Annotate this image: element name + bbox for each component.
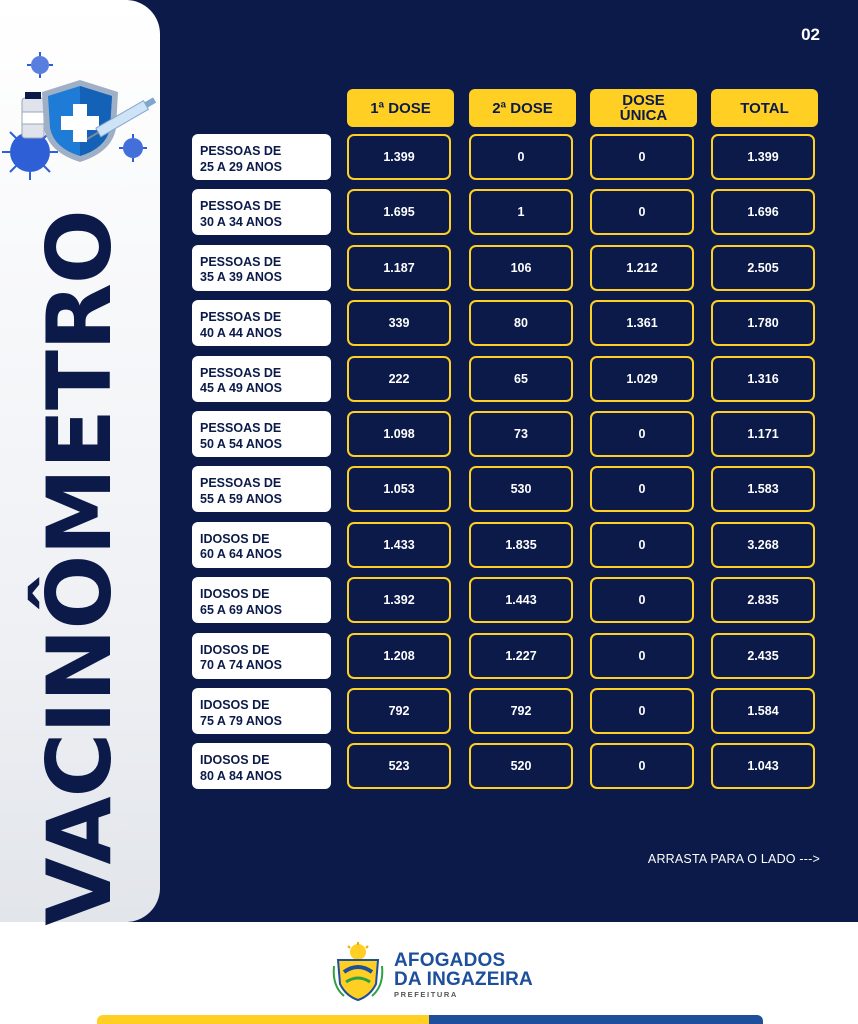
cell-dose-2: 0 [469,134,573,180]
age-group-line-2: 55 A 59 ANOS [200,492,282,507]
cell-dose-2: 1 [469,189,573,235]
cell-dose-unica: 1.212 [590,245,694,291]
cell-total: 3.268 [711,522,815,568]
brand-line-2: DA INGAZEIRA [394,969,533,990]
age-group-line-1: PESSOAS DE [200,365,282,380]
cell-dose-1: 339 [347,300,451,346]
age-group-label [192,743,331,789]
age-group-line-2: 45 A 49 ANOS [200,381,282,396]
city-crest-icon [330,942,386,1002]
age-group-line-2: 25 A 29 ANOS [200,159,282,174]
brand-line-3: PREFEITURA [394,990,458,999]
cell-total: 1.171 [711,411,815,457]
cell-dose-2: 1.835 [469,522,573,568]
age-group-line-2: 65 A 69 ANOS [200,602,282,617]
age-group-line-1: IDOSOS DE [200,753,270,768]
cell-dose-2: 73 [469,411,573,457]
age-group-line-1: PESSOAS DE [200,310,282,325]
swipe-hint: ARRASTA PARA O LADO ---> [647,852,820,866]
age-group-line-1: PESSOAS DE [200,199,282,214]
age-group-line-2: 35 A 39 ANOS [200,270,282,285]
cell-dose-unica: 0 [590,743,694,789]
cell-dose-1: 1.053 [347,466,451,512]
age-group-line-2: 75 A 79 ANOS [200,713,282,728]
cell-dose-2: 1.443 [469,577,573,623]
age-group-line-1: IDOSOS DE [200,642,270,657]
cell-dose-unica: 1.361 [590,300,694,346]
cell-dose-1: 222 [347,356,451,402]
vaccine-vial-icon [22,92,44,138]
cell-dose-unica: 0 [590,522,694,568]
cell-dose-1: 1.695 [347,189,451,235]
cell-total: 2.505 [711,245,815,291]
side-title: VACINÔMETRO [28,210,131,926]
age-group-line-2: 40 A 44 ANOS [200,325,282,340]
age-group-line-2: 80 A 84 ANOS [200,769,282,784]
age-group-label [192,633,331,679]
table-row [0,134,858,180]
age-group-line-1: IDOSOS DE [200,698,270,712]
age-group-line-2: 30 A 34 ANOS [200,215,282,230]
age-group-label [192,189,331,235]
cell-dose-unica: 0 [590,577,694,623]
age-group-line-1: IDOSOS DE [200,587,270,602]
cell-dose-unica: 1.029 [590,356,694,402]
cell-dose-1: 1.187 [347,245,451,291]
age-group-label [192,577,331,623]
cell-dose-unica: 0 [590,633,694,679]
cell-dose-2: 106 [469,245,573,291]
cell-dose-2: 520 [469,743,573,789]
cell-dose-1: 1.098 [347,411,451,457]
table-row [0,245,858,291]
cell-dose-1: 523 [347,743,451,789]
cell-total: 1.583 [711,466,815,512]
brand-line-1: AFOGADOS [394,950,506,971]
prefeitura-logo [330,942,540,1004]
page-number: 02 [801,25,820,44]
cell-dose-unica: 0 [590,688,694,734]
age-group-line-2: 70 A 74 ANOS [200,658,282,673]
cell-total: 1.399 [711,134,815,180]
age-group-label [192,245,331,291]
cell-total: 1.584 [711,688,815,734]
table-row [0,189,858,235]
table-row [0,743,858,789]
cell-dose-2: 792 [469,688,573,734]
age-group-line-1: PESSOAS DE [200,254,282,269]
cell-total: 1.043 [711,743,815,789]
table-row [0,577,858,623]
table-row [0,300,858,346]
cell-dose-1: 1.392 [347,577,451,623]
table-row [0,522,858,568]
cell-dose-1: 792 [347,688,451,734]
age-group-label [192,356,331,402]
age-group-label [192,134,331,180]
age-group-line-2: 50 A 54 ANOS [200,436,282,451]
header-dose-unica: DOSE ÚNICA [590,89,697,127]
cell-dose-1: 1.433 [347,522,451,568]
footer-bar-yellow [97,1015,429,1024]
header-dose-2: 2ª DOSE [469,89,576,127]
cell-total: 1.316 [711,356,815,402]
cell-dose-unica: 0 [590,134,694,180]
cell-total: 2.835 [711,577,815,623]
age-group-label [192,300,331,346]
age-group-label [192,522,331,568]
age-group-label [192,466,331,512]
age-group-line-1: PESSOAS DE [200,421,282,435]
cell-dose-unica: 0 [590,411,694,457]
cell-dose-1: 1.208 [347,633,451,679]
age-group-line-1: PESSOAS DE [200,476,282,491]
table-row [0,688,858,734]
age-group-label [192,411,331,457]
age-group-label [192,688,331,734]
table-row [0,411,858,457]
table-row [0,356,858,402]
table-row [0,466,858,512]
cell-total: 1.780 [711,300,815,346]
cell-total: 2.435 [711,633,815,679]
age-group-line-1: PESSOAS DE [200,144,282,158]
cell-dose-2: 1.227 [469,633,573,679]
footer-bar-blue [429,1015,763,1024]
table-row [0,633,858,679]
cell-dose-2: 530 [469,466,573,512]
cell-dose-2: 80 [469,300,573,346]
cell-dose-1: 1.399 [347,134,451,180]
cell-total: 1.696 [711,189,815,235]
age-group-line-2: 60 A 64 ANOS [200,547,282,562]
cell-dose-unica: 0 [590,189,694,235]
cell-dose-2: 65 [469,356,573,402]
cell-dose-unica: 0 [590,466,694,512]
header-dose-1: 1ª DOSE [347,89,454,127]
age-group-line-1: IDOSOS DE [200,531,270,546]
header-total: TOTAL [711,89,818,127]
